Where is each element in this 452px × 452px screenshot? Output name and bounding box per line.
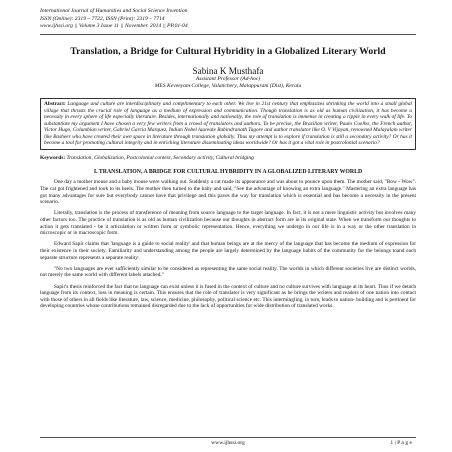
- author-affiliation: MES Keveeyam College, Valanchery, Malappuram (Dist), Kerala: [154, 82, 302, 89]
- quote-paragraph: "No two languages are ever sufficiently similar to be considered as representing the same social reality. The worlds in which different societies live are distinct worlds, not merely the same world with different labels attached.": [40, 265, 416, 279]
- abstract-label: Abstract:: [44, 100, 66, 107]
- abstract-text: Language and culture are interdisciplinary and complimentary to each other. We live in 21st century that emphasizes shrinking the world into a small global village that thrusts the crucial role of language as a medium of expression and communication. Though translation is as old as human civilization, it has become a necessity in every sphere of life especially literature. Besides, internationally and nationally, the role of translation is immense in creating a ripple in every walk of life. To substantiate my argument I have chosen a very few writers from a crowd of translators and authors. To be precise, the Brazilian writer, Paulo Coelho, the French author, Victor Hugo, Columbian writer, Gabriel Garcia Marquez, Indian Nobel laureate Rabindranath Tagore and author translator like O. V Vijayan, renowned Malayalam writer like Basheer who have created their own space in literature through translation globally. Thus my attempt is to explore if translation is still a secondary activity? Or has it become a tool for promoting cultural integrity and in enriching literature disseminating ideas worldwide? Or has it got a vital role in postcolonial scenario?: [44, 100, 412, 147]
- journal-volume: www.ijhssi.org || Volume 3 Issue 11 || November. 2014 || PP.01-04: [40, 23, 188, 30]
- author-name: Sabina K Musthafa: [192, 65, 264, 76]
- keywords: [40, 155, 416, 162]
- header-divider: [40, 34, 416, 35]
- paper-title: Translation, a Bridge for Cultural Hybridity in a Globalized Literary World: [70, 45, 386, 57]
- body-paragraph: One day a mother mouse and a baby mouse were walking out. Suddenly a cat made its appearance and was about to pounce upon them. The mother said, "Bow - Wow". The cat got frightened and took to its heels. The mother then turned to the baby and said, "See the advantage of knowing an extra language." Mastering an extra language has got many advantages for sure but everybody cannot have that privilege and this paves the way for translation which is essential and has become a necessity in the present scenario.: [40, 179, 416, 206]
- body-paragraph: Edward Sapir claims that 'language is a guide to social reality' and that human beings are at the mercy of the language that has become the medium of expression for their existence in their society. Familiarity and understanding among the people are largely determined by the language habits of the community for the belongs toand each separate structure represents a separate reality:: [40, 241, 416, 261]
- journal-issn: ISSN (Online): 2319 – 7722, ISSN (Print): 2319 – 7714: [40, 15, 165, 22]
- author-position: Assistant Professor (Ad-hoc): [195, 75, 261, 82]
- paper-page: [40, 8, 416, 448]
- body-paragraph: Literally, translation is the process of transference of meaning from source language to the target language. In fact, it is not a mere linguistic activity but involves many other factors too. The practice of translation is as old as human civilization because our thoughts in abstract form are in its original state. When we transform our thoughts to action it gets translated - be it articulation or written form or symbolic representation. Hence, everything we undergo in our life is in a way or the other translation in microscopic or in macroscopic form.: [40, 210, 416, 237]
- page-number: 1 | P a g e: [390, 440, 412, 446]
- section-heading: I. TRANSLATION, A BRIDGE FOR CULTURAL HYBRIDITY IN A GLOBALIZED LITERARY WORLD: [93, 169, 363, 176]
- keywords-label: Keywords:: [40, 154, 66, 161]
- journal-header: [40, 8, 416, 31]
- body-paragraph: Sapir's thesis reinforced the fact that no language can exist unless it is fused in the context of culture and no culture survives with language at its heart. Thus if we detach language from its context, loss in meaning is certain. This ensures that the role of translator is very significant as he brings the writers and readers of one nation into contact with those of others in all fields like literature, law, science, medicine, philosophy, political science etc. This intermingling, in turn, leads to nation- building and is pertinent for developing countries whose contributions remained disregarded due to the lack of opportunities for wide distribution of translated works.: [40, 283, 416, 310]
- abstract-box: [40, 98, 416, 150]
- footer-site: www.ijhssi.org: [211, 440, 245, 446]
- journal-name: International Journal of Humanities and Social Science Invention: [40, 8, 188, 14]
- keywords-text: Translation, Globalization, Postcolonial context, Secondary activity, Cultural bridging: [65, 154, 254, 161]
- page-footer: [40, 437, 416, 448]
